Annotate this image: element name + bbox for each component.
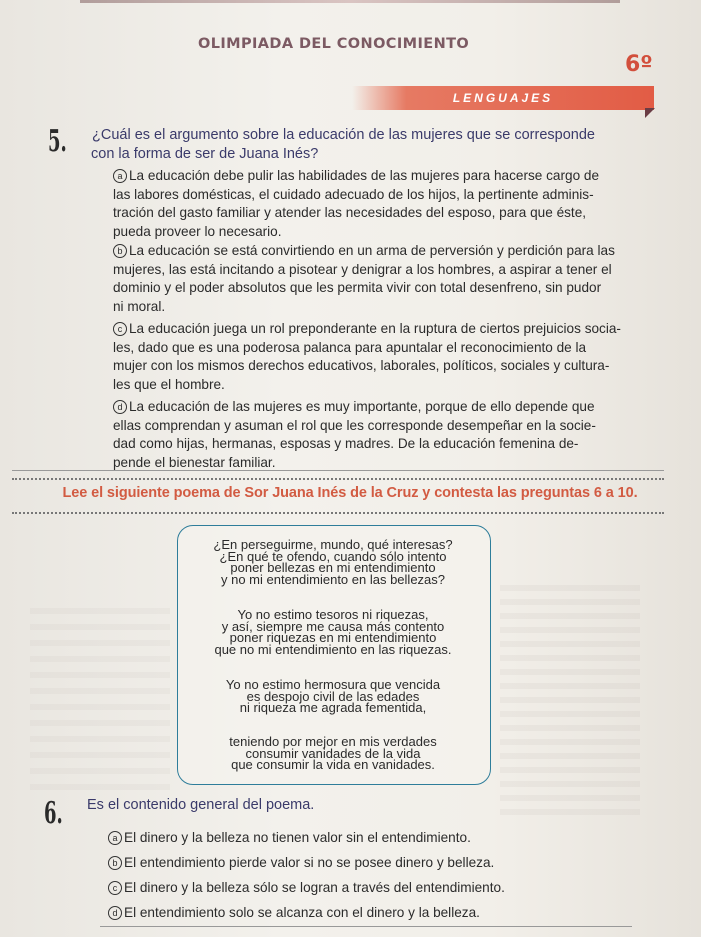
question-5-line-1: ¿Cuál es el argumento sobre la educación de las mujeres que se corresponde xyxy=(92,127,595,143)
subject-label: LENGUAJES xyxy=(452,91,554,105)
subject-banner xyxy=(352,86,654,110)
question-6-option-c[interactable]: c El dinero y la belleza sólo se logran a través del entendimiento. xyxy=(108,879,668,898)
bottom-rule xyxy=(100,926,632,927)
grade-label: 6º xyxy=(625,52,653,77)
poem-stanza-3: Yo no estimo hermosura que vencida es despojo civil de las edades ni riqueza me agrada fementida, xyxy=(225,677,441,715)
section-divider xyxy=(12,470,664,471)
question-6-option-d[interactable]: d El entendimiento solo se alcanza con el dinero y la belleza. xyxy=(108,904,668,923)
question-6-number: 6. xyxy=(44,796,63,831)
bleed-through-texture-left xyxy=(30,600,170,790)
dotted-divider-top xyxy=(12,478,664,480)
bleed-through-texture xyxy=(500,585,640,815)
question-5-option-a[interactable]: a La educación debe pulir las habilidades de las mujeres para hacerse cargo de las labores domésticas, el cuidado adecuado de los hijos, la pertinente adminis- tración del gasto familiar y atender las necesidades del esposo, para que éste, pueda proveer lo necesario. xyxy=(113,168,600,239)
top-decorative-strip xyxy=(80,0,620,3)
question-6-text: Es el contenido general del poema. xyxy=(87,797,315,813)
question-5-line-2: con la forma de ser de Juana Inés? xyxy=(91,146,319,162)
question-5-option-c[interactable]: c La educación juega un rol preponderante en la ruptura de ciertos prejuicios socia- les, dado que es una poderosa palanca para apuntalar el reconocimiento de la mujer con los mismos derechos educativos, laborales, políticos, sociales y cultura- les que el hombre. xyxy=(113,321,621,392)
option-marker-b: b xyxy=(108,856,122,870)
question-5-text xyxy=(92,126,672,164)
question-5-option-d[interactable]: d La educación de las mujeres es muy importante, porque de ello depende que ellas comprendan y asuman el rol que les corresponde desempeñar en la socie- dad como hijas, hermanas, esposas y madres. De la educación femenina de- pende el bienestar familiar. xyxy=(113,399,596,470)
poem-stanza-1: ¿En perseguirme, mundo, qué interesas? ¿En qué te ofendo, cuando sólo intento poner bellezas en mi entendimiento y no mi entendimiento en las bellezas? xyxy=(213,537,453,587)
dotted-divider-bottom xyxy=(12,512,664,514)
question-5-option-b[interactable]: b La educación se está convirtiendo en un arma de perversión y perdición para las mujeres, las está incitando a pisotear y denigrar a los hombres, a aspirar a tener el dominio y el poder absolutos que les permita vivir con total desenfreno, sin pudor ni moral. xyxy=(113,243,615,314)
poem-stanza-2: Yo no estimo tesoros ni riquezas, y así, siempre me causa más contento poner riquezas en mi entendimiento que no mi entendimiento en las riquezas. xyxy=(214,607,452,657)
option-marker-d: d xyxy=(113,400,127,414)
header-title: OLIMPIADA DEL CONOCIMIENTO xyxy=(198,36,470,52)
option-marker-d: d xyxy=(108,906,122,920)
option-marker-b: b xyxy=(113,244,127,258)
reading-instruction: Lee el siguiente poema de Sor Juana Inés de la Cruz y contesta las preguntas 6 a 10. xyxy=(62,485,638,501)
question-6-option-b[interactable]: b El entendimiento pierde valor si no se posee dinero y belleza. xyxy=(108,854,668,873)
option-marker-a: a xyxy=(108,831,122,845)
option-marker-c: c xyxy=(108,881,122,895)
banner-tail-decoration xyxy=(645,108,655,118)
option-marker-a: a xyxy=(113,169,127,183)
poem-stanza-4: teniendo por mejor en mis verdades consumir vanidades de la vida que consumir la vida en vanidades. xyxy=(229,734,437,772)
question-6-option-a[interactable]: a El dinero y la belleza no tienen valor sin el entendimiento. xyxy=(108,829,668,848)
question-5-number: 5. xyxy=(48,124,67,159)
option-marker-c: c xyxy=(113,322,127,336)
